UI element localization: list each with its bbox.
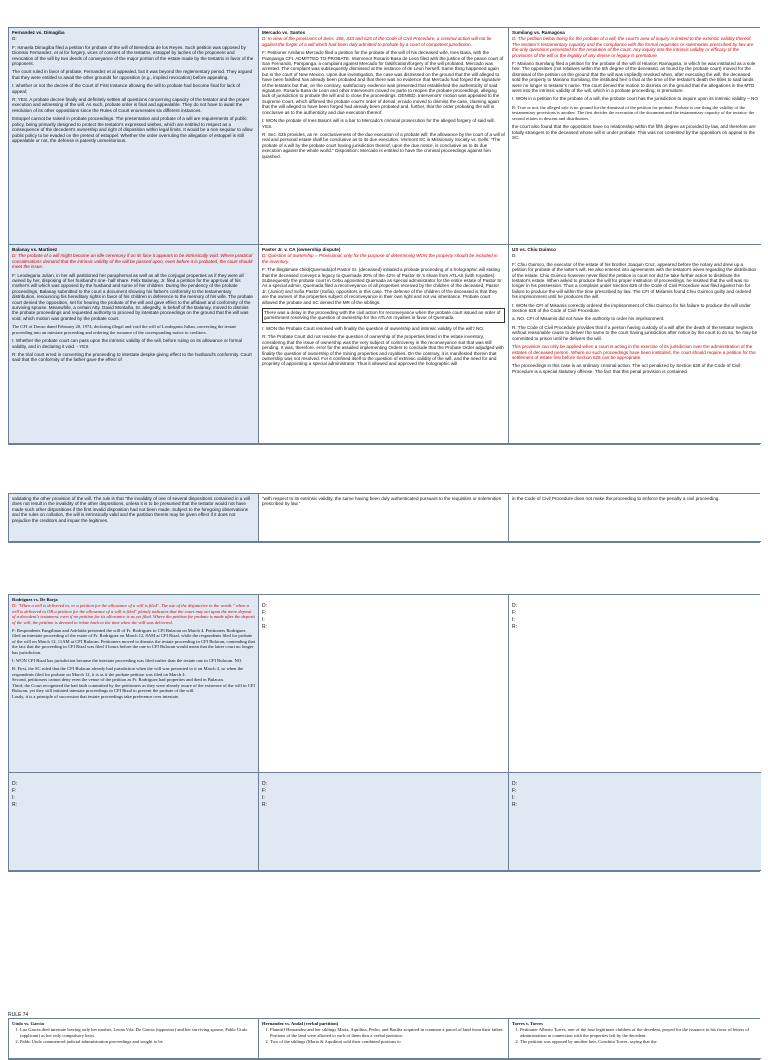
continuation-text: "with respect to its extrinsic validity, the same having been duly authenticated pursuant to the requisites or solemnities prescribed by law." bbox=[262, 496, 502, 507]
case-title: Mercado vs. Santos bbox=[262, 30, 306, 35]
list-item: 1. Luz Garcia died intestate leaving only her mother, Leona Vda. De Garcia (oppositor) and her surviving spouse, Pablo Utulo (applicant) as her only compulsory heirs. bbox=[20, 1027, 255, 1038]
list-item: 2. The petition was opposed by another heir, Conchita Torres, saying that the bbox=[520, 1039, 758, 1044]
list-item: 2. Two of the siblings (Maria & Aquilina) sold their combined portions to bbox=[270, 1039, 505, 1044]
continuation-text: in the Code of Civil Procedure does not make the proceeding to enforce the penalty a civil proceeding. bbox=[512, 496, 720, 501]
tag-f: F: bbox=[262, 610, 267, 616]
tag-d: D: bbox=[262, 781, 267, 787]
doctrine-text: D: The petition below being for the probate of a will, the court's area of inquiry is limited to the extrinsic validity thereof. The testator's testamentary capacity and the compliance with the formal requisites or solemnities prescribed by law are the only questions presented for the resolution of the court. Any inquiry into the intrinsic validity or efficacy of the provisions of the will or the legality of any devise or legacy is premature. bbox=[512, 36, 754, 58]
tag-i: I: bbox=[12, 795, 15, 801]
case-digest-table-page1 bbox=[8, 27, 760, 445]
case-title: Sumilang vs. Ramagosa bbox=[512, 30, 565, 35]
doctrine-text: D: The probate of a will might become an idle ceremony if on its face it appears to be intrinsically void. Where practical considerations demand that the intrinsic validity of the will be passed upon, even before it is probated, the court should meet the issue. bbox=[12, 253, 253, 270]
issue-text: I: WON the Probate Court resolved with finality the question of ownership and intrinsic validity of the will? NO. bbox=[262, 325, 485, 331]
tag-r: R: bbox=[512, 624, 517, 630]
case-digest-table-page4 bbox=[8, 1018, 760, 1060]
ruling-text: R: True or not, the alleged sale is no ground for the dismissal of the petition for probate. Probate is one thing the validity of the testamentary provisions is another. The first decides the execution of the document and the testamentary capacity of the testator; the second relates to descent and distribution. bbox=[512, 104, 755, 121]
case-cell-torres bbox=[509, 1019, 761, 1059]
case-title: Rodriguez vs. De Borja bbox=[12, 597, 58, 602]
continuation-cell-pastor bbox=[259, 494, 509, 542]
case-cell-balanay bbox=[9, 245, 259, 444]
continuation-text: validating the other provision of the will. The rule is that "the invalidity of one of several dispositions contained in a will does not result in the invalidity of the other dispositions, unless it is to be presumed that the testator would not have made such other dispositions if the first invalid disposition had not been made. Subject to the foregoing observations and the rules on collation, the will is intrinsically valid and the partition therein may be given effect if it does not prejudice the creditors and impair the legitimes. bbox=[12, 496, 251, 523]
tag-f: F: bbox=[262, 788, 267, 794]
doctrine-text: D: "When a will is delivered to, or a petition for the allowance of a will is filed". The use of the disjunctive in the words " when a will is delivered to OR a petition for the allowance of a will is filed" plainly indicates that the court may act upon the mere deposit of a decedent's testament, even if no petition for its allowance is as yet filed. Where the petition for probate is made after the deposit of the will, the petition is deemed to relate back to the time when the will was delivered. bbox=[12, 603, 255, 625]
case-title: Hernandez vs. Andal (verbal partition) bbox=[262, 1021, 339, 1026]
tag-r: R: bbox=[262, 802, 267, 808]
ruling-text-3: Third, the Court recognized the bad faith committed by the petitioners as they were already aware of the existence of the will in CFI Bulacan, yet they still initiated intestate proceedings in CFI Rizal to prevent the probate of the will. bbox=[12, 682, 255, 694]
list-item: 1. Petitioner Alberto Torres, one of the four legitimate children of the decedent, prayed for the issuance in his favor of letters of administration in connection with the properties left by the decedent. bbox=[520, 1027, 758, 1038]
empty-case-cell bbox=[259, 595, 509, 773]
facts-text: F: The illegitimate child(Quemada)of Pastor Sr. (deceased) initiated a probate proceeding of a holographic will stating that the deceased conveys a legacy to Quemada 30% of the 42% of Pastor Sr.'s share from ATLAS (with royalties). Subsequently the probate court in Cebu appointed Quemada as special administrator for the entire estate of Pastor Sr. As a special admin, Quemada filed a reconveyance of all properties received by the children of the deceased, Pastor Jr. (Junior) and Sofia Pastor (Sofia), oppositors in this case. The defense of the children of the deceased is that they are the owners of the properties subject of reconveyance in their own right and not via inheritance. Probate court allowed the probate and SC denied the MR of the siblings. bbox=[262, 267, 503, 305]
facts-text-2: The court ruled in favor of probate. Fernandez et al appealed, but it was beyond the reglementary period. They argued that they were entitled to await the other grounds for opposition (e.g., implied revocation) before appealing. bbox=[12, 69, 253, 80]
issue-text: I: WON in a petition for the probate of a will, the probate court has the jurisdiction to inquire upon its intrinsic validity – NO bbox=[512, 96, 758, 102]
issue-text: I: Whether the probate court can pass upon the intrinsic validity of the will, before ruling on its allowance or formal validity, and in declaring it void. - YES bbox=[12, 338, 243, 349]
facts-text: F: Ismaela Dimagiba filed a petition for probate of the will of Benedicta de los Reyes. Such petition was opposed by Dionisio Fernandez, et al for forgery, vices of consent of the testatrix, estoppel by laches of the proponent and revocation of the will by two deeds of conveyance of the major portion of the estate made by the testatrix in favor of the proponent. bbox=[12, 44, 254, 67]
ruling-text: R: First, the SC ruled that the CFI Bulacan already had jurisdiction when the will was presented to it on March 4, so when the respondents filed for probate on March 12, it is as if the probate petition was filed on March 4. bbox=[12, 666, 244, 677]
case-digest-table-page2 bbox=[8, 493, 760, 543]
continuation-cell-balanay bbox=[9, 494, 259, 542]
case-title: Torres v. Torres bbox=[512, 1021, 543, 1026]
ruling-text-2: Second, petitioners cannot deny even the venue of the petition as Fr. Rodriguez had properties and died in Bulacan. bbox=[12, 677, 224, 683]
tag-i: I: bbox=[512, 617, 515, 623]
issue-text: I: whether or not the decree of the Court of First Instance allowing the will to probate had become final for lack of appeal; bbox=[12, 83, 241, 94]
empty-case-cell bbox=[259, 773, 509, 871]
tag-d: D: bbox=[512, 603, 517, 609]
continuation-cell-chiu-guimco bbox=[509, 494, 761, 542]
issue-answer: a. NO. CFI of Misamis did not have the authority to order his imprisonment. bbox=[512, 316, 665, 322]
issue-text: I: WON CFI Rizal has jurisdiction because the intestate proceeding was filed earlier than the testate one in CFI Bulacan. NO. bbox=[12, 658, 243, 664]
tag-f: F: bbox=[12, 788, 17, 794]
facts-text-2: The CFI of Davao dated February 28, 1974, declaring illegal and void the will of Leodegaria Julian, converting the testate proceeding into an intestate proceeding and ordering the issuance of the corresponding notice to creditors. bbox=[12, 324, 237, 335]
list-item: 2. Pablo Utulo commenced judicial administration proceedings and sought to be bbox=[20, 1039, 255, 1044]
case-cell-pastor bbox=[259, 245, 509, 444]
empty-case-cell bbox=[509, 595, 761, 773]
case-title: US vs. Chiu Guimco bbox=[512, 247, 556, 252]
tag-d: D: bbox=[262, 603, 267, 609]
facts-text: F: Leodegaria Julian, in her will partitioned her paraphernal as well as all the conjugal properties as if they were all owned by her, disposing of her husband's one- half share. Felix Balanay, Jr. filed a petition for the approval of his mother's will which was opposed by the husband and some of her children. During the pendency of the probate proceedings, Balanay submitted to the court a document showing his father's conformity to the testamentary distribution, renouncing his hereditary rights in favor of his children in deference to the memory of his wife. The probate court denied the opposition, set for hearing the probate of the will and gave effect to the affidavit and conformity of the surviving spouse. Meanwhile, a certain Atty. David Montaña, Sr. allegedly, in behalf of the Balanay, moved to dismiss the probate proceedings and requested authority to proceed by intestate proceedings on the ground that the will was void, which motion was granted by the probate court. bbox=[12, 272, 253, 321]
empty-case-cell bbox=[509, 773, 761, 871]
tag-d: D: bbox=[12, 781, 17, 787]
tag-r: R: bbox=[262, 624, 267, 630]
tag-d: D: bbox=[512, 781, 517, 787]
case-cell-fernandez bbox=[9, 28, 259, 245]
doctrine-label: D: bbox=[512, 253, 517, 259]
issue-text: I: WON the probate of Ines Basa's will is a bar to Mercado's criminal prosecution for the alleged forgery of said will. YES. bbox=[262, 118, 495, 129]
case-cell-utulo bbox=[9, 1019, 259, 1059]
empty-case-cell bbox=[9, 773, 259, 871]
ruling-text-2: This provision can only be applied when a court is acting in the exercise of its jurisdiction over the administration of the estates of deceased person. Where no such proceedings have been instituted, the court should require a petition for the settlement of estate first before Section 628 can be appropriate. bbox=[512, 344, 756, 360]
tag-i: I: bbox=[262, 617, 265, 623]
doctrine-text: D: Question of ownership = Provisional; only for the purpose of determining WON the property should be included in the inventory. bbox=[262, 253, 498, 264]
issue-text: I: WON the CFI of Misamis correctly ordered the imprisonment of Chiu Guimco for his failure to produce the will under Section 628 of the Code of Civil Procedure. bbox=[512, 302, 751, 314]
ruling-text: R: Sec. 625 provides, as re: conclusiveness of the due execution of a probate will: the allowance by the court of a will of real and personal estate shall be conclusive as to its due execution. Vermont SC in Missionary Society vs. Eells: "The probate of a will by the probate court having jurisdiction thereof, upon the due notice, is conclusive as to its due execution against the whole world." Disposition: Mercado is entitled to have the criminal proceedings against him quashed. bbox=[262, 131, 505, 159]
doctrine-text: D: In view of the provisions of Secs. 306, 333 and 625 of the Code of Civil Procedure, a criminal action will not lie against the forger of a will which had been duly admitted to probate by a court of competent jurisdiction. bbox=[262, 36, 492, 47]
case-title: Pastor Jr. v. CA (ownership dispute) bbox=[262, 247, 341, 252]
section-heading-rule: RULE 74 bbox=[8, 1012, 29, 1018]
doctrine-label: D: bbox=[12, 36, 17, 42]
tag-r: R: bbox=[512, 802, 517, 808]
tag-r: R: bbox=[12, 802, 17, 808]
facts-text: F: Chiu Guimco, the executor of the estate of his brother Joaquin Cruz, appeared before the notary and drew up a petition for probate of the latter's will. He also entered into agreements with the testator's wives regarding the distribution of the estate. Chiu Guimco however never filed the petition in court nor did he take further action to distribute the testator's estate. When asked to produce the will for proper institution of proceedings, he insisted that the will was no longer in his possession. Thus a complaint under Section 628 of the Code of Civil Procedure was filed against him for failure to produce the will within the time prescribed by law. The CFI of Misamis found Chiu Guimco guilty and ordered his imprisonment until he produces the will. bbox=[512, 261, 757, 300]
case-title: Fernandez vs. Dimagiba bbox=[12, 30, 65, 35]
ruling-text: R: The Code of Civil Procedure provides that if a person having custody of a will after the death of the testator neglects without reasonable cause to deliver the same to the court having jurisdiction after notice by the court to do so, he may be committed to prison until he delivers the will. bbox=[512, 324, 758, 341]
case-cell-rodriguez bbox=[9, 595, 259, 773]
case-cell-sumilang bbox=[509, 28, 761, 245]
case-cell-hernandez bbox=[259, 1019, 509, 1059]
case-title: Utulo vs. Garcia bbox=[12, 1021, 44, 1026]
facts-text: F: Petitioner Antilano Mercado filed a petition for the probate of the will of his deceased wife, Ines Basa, with the Pampanga CFI. ADMITTED TO PROBATE. Intervenor Rosario Basa de Leon filed with the justice of the peace court of San Fernando, Pampanga, a complaint against Mercado for falsification/forgery of the will probated. Mercado was arrested. The complaint was subsequently dismissed at the instance of de Leon herself. Same thing happened again but in the court of New Mexico. Upon due investigation, the case was dismissed on the ground that the will alleged to have been falsified has already been probated and that there was no evidence that Mercado had forged the signature of the testatrix but that, on the contrary, satisfactory evidence was presented that established the authenticity of said signature. Rosario Basa de Leon and other Intervenors moved ex parte to reopen the probate proceedings, alleging lack of jurisdiction to probate the will and to close the proceedings. DENIED. Intervenors' motion was appealed to the Supreme Court, which affirmed the probate court's order of denial. ercado moved to dismiss the case, claiming again that the will alleged to have been forged had already been probated and, further, that the order probating the will is conclusive as to the authenticity and due execution thereof. bbox=[262, 50, 504, 115]
tag-f: F: bbox=[512, 788, 517, 794]
ruling-text-4: Lastly, it is a principle of succession that testate proceedings take preference over intestate. bbox=[12, 693, 180, 699]
tag-f: F: bbox=[512, 610, 517, 616]
case-cell-chiu-guimco bbox=[509, 245, 761, 444]
list-item: 1. Plaintiff Hernandez and her siblings Maria, Aquilina, Pedro, and Basilia acquired in common a parcel of land from their father. Portions of the land were allotted to each of them thru a verbal partition. bbox=[270, 1027, 505, 1038]
facts-text: F: Mariano Sumilang filed a petition for the probate of the will of Hilarion Ramagosa, in which he was instituted as a sole heir. The oppositors (not relatives within the 5th degree of the deceased, as found by the probate court) moved for the dismissal of the petition on the ground that the will was impliedly revoked when, after executing the will, the deceased sold the property to Mariano Sumilang, the instituted heir o that at the time of the testator's death the titles to said lands were no longer in testator's name. The court denied the motion to dismiss on the ground that the allegations in the MTD went into the intrinsic validity of the will, which in a probate proceeding, is premature. bbox=[512, 61, 756, 94]
case-cell-mercado bbox=[259, 28, 509, 245]
ruling-text: R: YES. A probate decree finally and definitely settles all questions concerning capacity of the testator and the proper execution and witnessing of the will. As such, probate order is final and appealable. They do not have to await the resolution of its other oppositions since the Rules of Court enumerates six different instances. bbox=[12, 97, 250, 113]
ruling-text-3: The proceedings in this case is an ordinary criminal action. The act penalized by Section 628 of the Code of Civil Procedure is a special statutory offense. The fact that this penal provision is contained bbox=[512, 363, 741, 374]
tag-i: I: bbox=[512, 795, 515, 801]
ruling-text: R: the trial court erred in converting the proceeding to intestate despite giving effect to the husband's conformity. Court said that the conformity of the father gave the effect of bbox=[12, 351, 252, 363]
case-title: Balanay vs. Martinez bbox=[12, 247, 58, 252]
ruling-text: R: The Probate Court did not resolve the question of ownership of the properties listed in the estate inventory, considering that the issue of ownership was the very subject of controversy in the reconveyance suit that was still pending. It was, therefore, error for the assailed implementing Orders to conclude that the Probate Order adjudged with finality the question of ownership of the mining properties and royalties. On the contrary, it is manifested therein that ownership was not resolved. For it confined itself to the question of extrinsic validity of the will, and the need for and propriety of appointing a special administrator. Thus it allowed and approved the holographic will bbox=[262, 334, 504, 367]
ruling-text-2: the court also found that the oppositors have no relationship within the fifth degree as provided by law, and therefore are totally strangers to the deceased whose will is under probate. This was not contested by the oppositors on appeal to the SC. bbox=[512, 124, 756, 140]
boxed-note: There was a delay in the proceeding with the civil action for reconveyance when the probate court issued an order of garnishment resolving the question of ownership for the ATLAS royalties in favor of Quemada bbox=[262, 308, 505, 323]
tag-i: I: bbox=[262, 795, 265, 801]
ruling-text-2: Estoppel cannot be raised in probate proceedings. The presentation and probate of a will are requirements of public policy, being primarily designed to protect the testator's expressed wishes, which are entitled to respect as a consequence of the decedent's ownership and right of disposition within legal limits. It would be a non sequitur to allow public policy to be evaded on the pretext of estoppel. Whether the order overruling the allegation of estoppel is still appealable or not, the defense is patently unmeritorious. bbox=[12, 116, 253, 143]
case-digest-table-page3 bbox=[8, 594, 760, 872]
facts-text: F: Respondents Pangilinan and Adelaida presented the will of Fr. Rodriguez to CFI Bulacan on March 4. Petitioners Rodriguez filed an intestate proceeding of the estate of Fr. Rodriguez on March 12, 8AM at CFI Rizal, while the respondents filed for probate of the will on March 12, 11AM at CFI Bulacan. Petitioners moved to dismiss the testate proceeding in CFI Bulacan, contending that the fact that the proceeding in CFI Rizal was filed 3 hours before the one in CFI Bulacan would mean that the latter court no longer has jurisdiction. bbox=[12, 628, 255, 655]
